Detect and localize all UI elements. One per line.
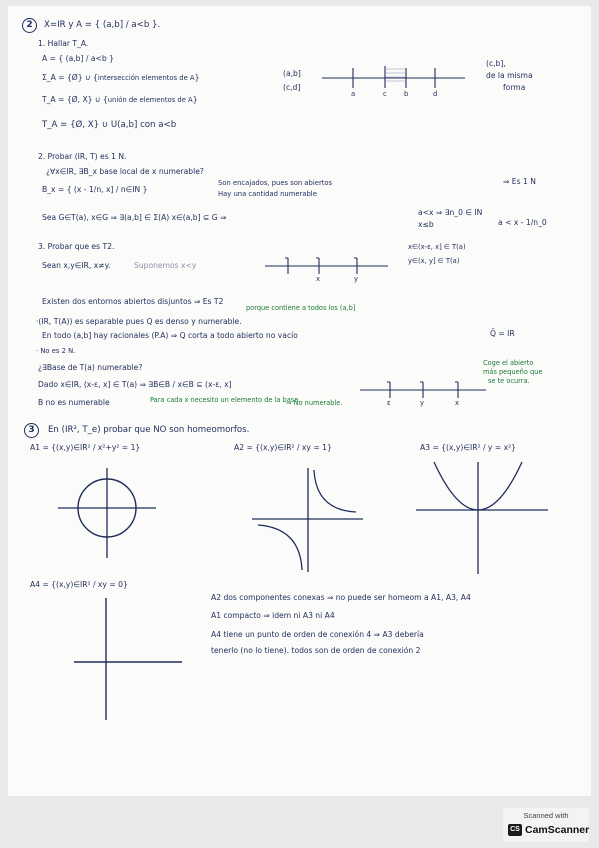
green-note-cada-x: Para cada x necesito un elemento de la base. xyxy=(150,396,301,404)
graph-a3-parabola xyxy=(412,458,552,576)
t2-tick-y: y xyxy=(354,275,359,283)
base-argument: Dado x∈IR, (x-ε, x] ∈ T(a) ⇒ ∃B∈B / x∈B ⊆ (x-ε, x] xyxy=(38,380,232,389)
part-2-cond-1: a<x ⇒ ∃n_0 ∈ IN xyxy=(418,208,483,217)
graph-a1-circle xyxy=(52,466,162,566)
conclusion-a1: A1 compacto ⇒ idem ni A3 ni A4 xyxy=(211,611,335,620)
part-2-title: 2. Probar (IR, T) es 1 N. xyxy=(38,152,127,161)
part-1-topology: T_A = {Ø, X} ∪ {unión de elementos de A} xyxy=(42,95,198,104)
camscanner-logo-icon: CS xyxy=(508,824,522,836)
green-note-no-numerable: ⇒ No numerable. xyxy=(286,399,343,407)
interval-diagram xyxy=(320,58,480,100)
margin-note-misma: de la misma xyxy=(486,71,533,80)
not-2n: · No es 2 N. xyxy=(36,347,76,355)
problem-2-number: 2 xyxy=(22,18,37,33)
part-1-result: T_A = {Ø, X} ∪ U(a,b] con a<b xyxy=(42,120,177,130)
t2-open-x: x∈(x-ε, x] ∈ T(a) xyxy=(408,243,466,251)
closure-q: Q̄ = IR xyxy=(490,329,515,338)
problem-2-statement: X=IR y A = { (a,b] / a<b }. xyxy=(44,20,161,30)
conclusion-a4: A4 tiene un punto de orden de conexión 4 ⇒ A3 debería xyxy=(211,630,424,639)
part-2-cond-2: x≤b xyxy=(418,220,434,229)
separable-line: ·(IR, T(A)) es separable pues Q es denso y numerable. xyxy=(36,317,242,326)
base-tick-x: x xyxy=(455,399,460,407)
green-note-coge-3: se te ocurra. xyxy=(488,377,530,385)
t2-conclusion: Existen dos entornos abiertos disjuntos ⇒ Es T2 xyxy=(42,297,224,306)
t2-tick-x: x xyxy=(316,275,321,283)
part-2-question: ¿∀x∈IR, ∃B_x base local de x numerable? xyxy=(46,167,204,176)
part-2-note-encajados: Son encajados, pues son abiertos xyxy=(218,179,333,187)
not-numerable: B no es numerable xyxy=(38,398,110,407)
part-1-title: 1. Hallar T_A. xyxy=(38,39,89,48)
set-a3: A3 = {(x,y)∈IR² / y = x²} xyxy=(420,443,516,452)
part-3-title: 3. Probar que es T2. xyxy=(38,242,115,251)
graph-a4-cross xyxy=(68,596,188,726)
set-a1: A1 = {(x,y)∈IR² / x²+y² = 1} xyxy=(30,443,141,452)
part-2-note-numerable: Hay una cantidad numerable xyxy=(218,190,317,198)
base-tick-eps: ε xyxy=(387,399,391,407)
diagram-tick-a: a xyxy=(351,90,356,98)
diagram-label-ab: (a,b] xyxy=(283,69,301,78)
t2-open-y: y∈(x, y] ∈ T(a) xyxy=(408,257,460,265)
green-note-coge-1: Coge el abierto xyxy=(483,359,534,367)
diagram-tick-b: b xyxy=(404,90,409,98)
diagram-tick-d: d xyxy=(433,90,438,98)
camscanner-badge xyxy=(503,808,589,842)
part-2-local-base: B_x = { (x - 1/n, x] / n∈IN } xyxy=(42,185,148,194)
t2-green-note: porque contiene a todos los (a,b] xyxy=(246,304,356,312)
green-note-coge-2: más pequeño que xyxy=(483,368,543,376)
part-2-argument: Sea G∈T(a), x∈G ⇒ ∃(a,b] ∈ Σ(A) x∈(a,b] ⊆ G ⇒ xyxy=(42,213,227,222)
set-a4: A4 = {(x,y)∈IR² / xy = 0} xyxy=(30,580,128,589)
diagram-tick-c: c xyxy=(383,90,387,98)
graph-a2-hyperbola xyxy=(248,462,368,577)
part-1-sigma: Σ_A = {Ø} ∪ {intersección elementos de A} xyxy=(42,73,200,82)
base-question: ¿∃Base de T(a) numerable? xyxy=(38,363,143,372)
camscanner-label: CamScanner xyxy=(525,824,590,836)
conclusion-a2: A2 dos componentes conexas ⇒ no puede ser homeom a A1, A3, A4 xyxy=(211,593,471,602)
scanned-with-label: Scanned with xyxy=(523,811,569,820)
part-1-set-a: A = { (a,b] / a<b } xyxy=(42,54,114,63)
set-a2: A2 = {(x,y)∈IR² / xy = 1} xyxy=(234,443,332,452)
part-2-conclusion: ⇒ Es 1 N xyxy=(503,177,536,186)
rationals-line: En todo (a,b] hay racionales (P.A) ⇒ Q corta a todo abierto no vacío xyxy=(42,331,298,340)
part-2-cond-3: a < x - 1/n_0 xyxy=(498,218,547,227)
part-3-suponemos: Suponemos x<y xyxy=(134,261,197,270)
problem-3-number: 3 xyxy=(24,423,39,438)
base-tick-y: y xyxy=(420,399,425,407)
margin-note-cb: (c,b], xyxy=(486,59,506,68)
diagram-label-cd: (c,d] xyxy=(283,83,301,92)
conclusion-a4-cont: tenerlo (no lo tiene). todos son de orden de conexión 2 xyxy=(211,646,421,655)
margin-note-forma: forma xyxy=(503,83,526,92)
notebook-page xyxy=(8,6,591,796)
problem-3-title: En (IR², T_e) probar que NO son homeomorfos. xyxy=(48,425,250,435)
t2-diagram xyxy=(263,250,393,286)
part-3-sean: Sean x,y∈IR, x≠y. xyxy=(42,261,111,270)
